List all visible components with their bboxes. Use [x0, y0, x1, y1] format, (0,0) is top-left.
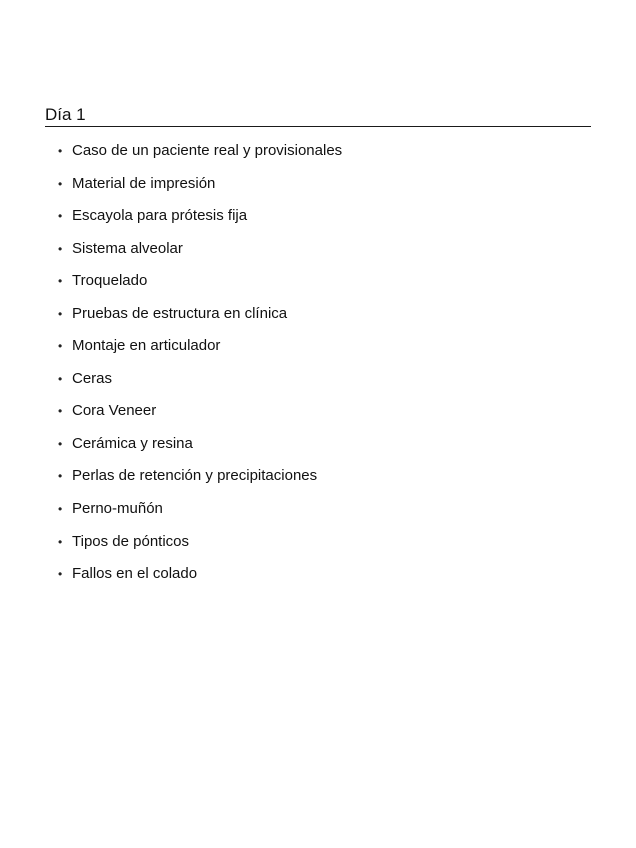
bullet-icon: • [58, 274, 63, 289]
topic-label: Fallos en el colado [72, 565, 198, 583]
bullet-icon: • [58, 502, 63, 517]
bullet-icon: • [58, 209, 63, 224]
topic-label: Perlas de retención y precipitaciones [72, 467, 318, 485]
topic-label: Troquelado [72, 272, 148, 290]
topic-label: Cora Veneer [72, 402, 157, 420]
topic-label: Ceras [72, 369, 113, 387]
topic-label: Sistema alveolar [72, 239, 183, 257]
section-header [45, 104, 591, 127]
bullet-icon: • [58, 469, 63, 484]
topic-label: Tipos de pónticos [72, 532, 190, 550]
bullet-icon: • [58, 436, 63, 451]
topic-label: Cerámica y resina [72, 434, 193, 452]
section-title: Día 1 [45, 105, 86, 124]
bullet-icon: • [58, 176, 63, 191]
bullet-icon: • [58, 339, 63, 354]
topic-label: Perno-muñón [72, 500, 163, 518]
bullet-icon: • [58, 404, 63, 419]
topic-label: Montaje en articulador [72, 337, 221, 355]
bullet-icon: • [58, 306, 63, 321]
bullet-icon: • [58, 567, 63, 582]
topic-label: Escayola para prótesis fija [72, 207, 248, 225]
topic-label: Caso de un paciente real y provisionales [72, 142, 343, 159]
bullet-icon: • [58, 534, 63, 549]
topic-label: Material de impresión [72, 174, 216, 192]
bullet-icon: • [58, 144, 63, 158]
bullet-icon: • [58, 371, 63, 386]
topic-label: Pruebas de estructura en clínica [72, 304, 288, 322]
bullet-icon: • [58, 241, 63, 256]
